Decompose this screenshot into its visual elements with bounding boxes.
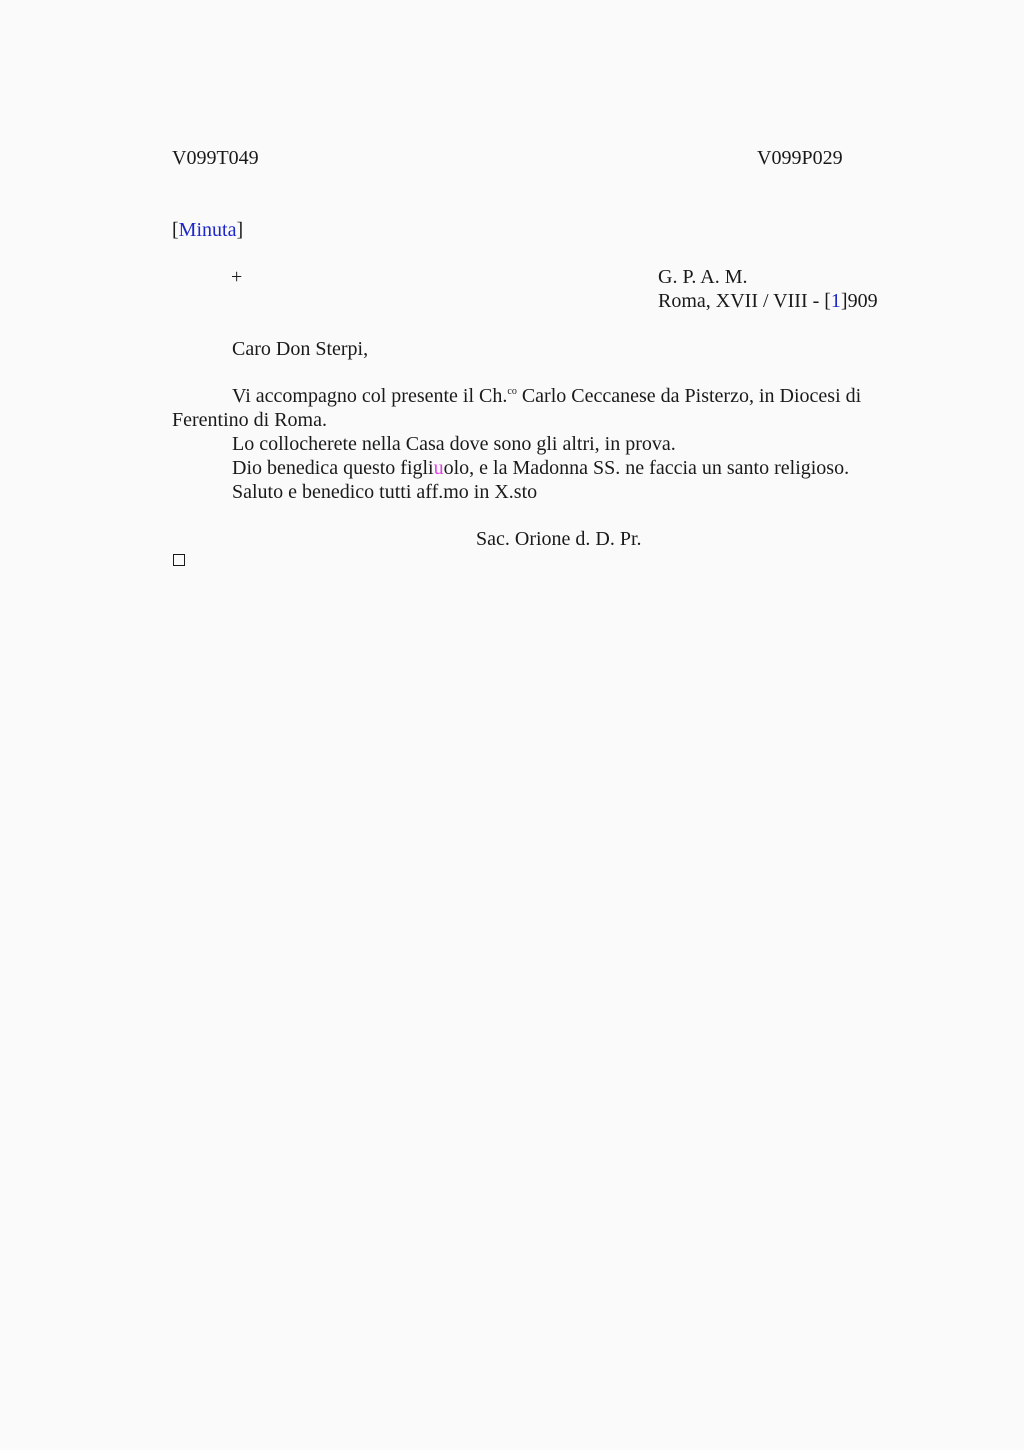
body-paragraph-2: Lo collocherete nella Casa dove sono gli altri, in prova. — [232, 433, 676, 455]
salutation: Caro Don Sterpi, — [232, 338, 369, 360]
signature: Sac. Orione d. D. Pr. — [476, 528, 642, 550]
body-paragraph-4: Saluto e benedico tutti aff.mo in X.sto — [232, 481, 538, 503]
p1-start: Vi accompagno col presente il Ch. — [232, 385, 508, 407]
body-paragraph-1 — [232, 384, 861, 408]
date-suffix: ]909 — [840, 290, 878, 312]
document-code-left: V099T049 — [172, 147, 259, 169]
minuta-label — [172, 218, 243, 242]
bracket-open: [ — [172, 219, 179, 241]
bracket-close: ] — [236, 219, 244, 241]
p1-end: Carlo Ceccanese da Pisterzo, in Diocesi di — [516, 385, 862, 407]
date-editorial-insert: 1 — [830, 290, 841, 312]
minuta-word: Minuta — [178, 219, 237, 241]
heading-date — [658, 289, 878, 313]
p3-start: Dio benedica questo figli — [232, 457, 434, 479]
heading-initials: G. P. A. M. — [658, 266, 748, 288]
p1-superscript: co — [507, 386, 517, 397]
cross-symbol: + — [231, 266, 243, 288]
p3-end: olo, e la Madonna SS. ne faccia un santo religioso. — [443, 457, 850, 479]
body-paragraph-1-cont: Ferentino di Roma. — [172, 409, 327, 431]
document-code-right: V099P029 — [757, 147, 843, 169]
body-paragraph-3 — [232, 456, 849, 480]
p3-editorial-insert: u — [433, 457, 444, 479]
date-prefix: Roma, XVII / VIII - [ — [658, 290, 831, 312]
checkbox-square[interactable] — [173, 554, 185, 566]
